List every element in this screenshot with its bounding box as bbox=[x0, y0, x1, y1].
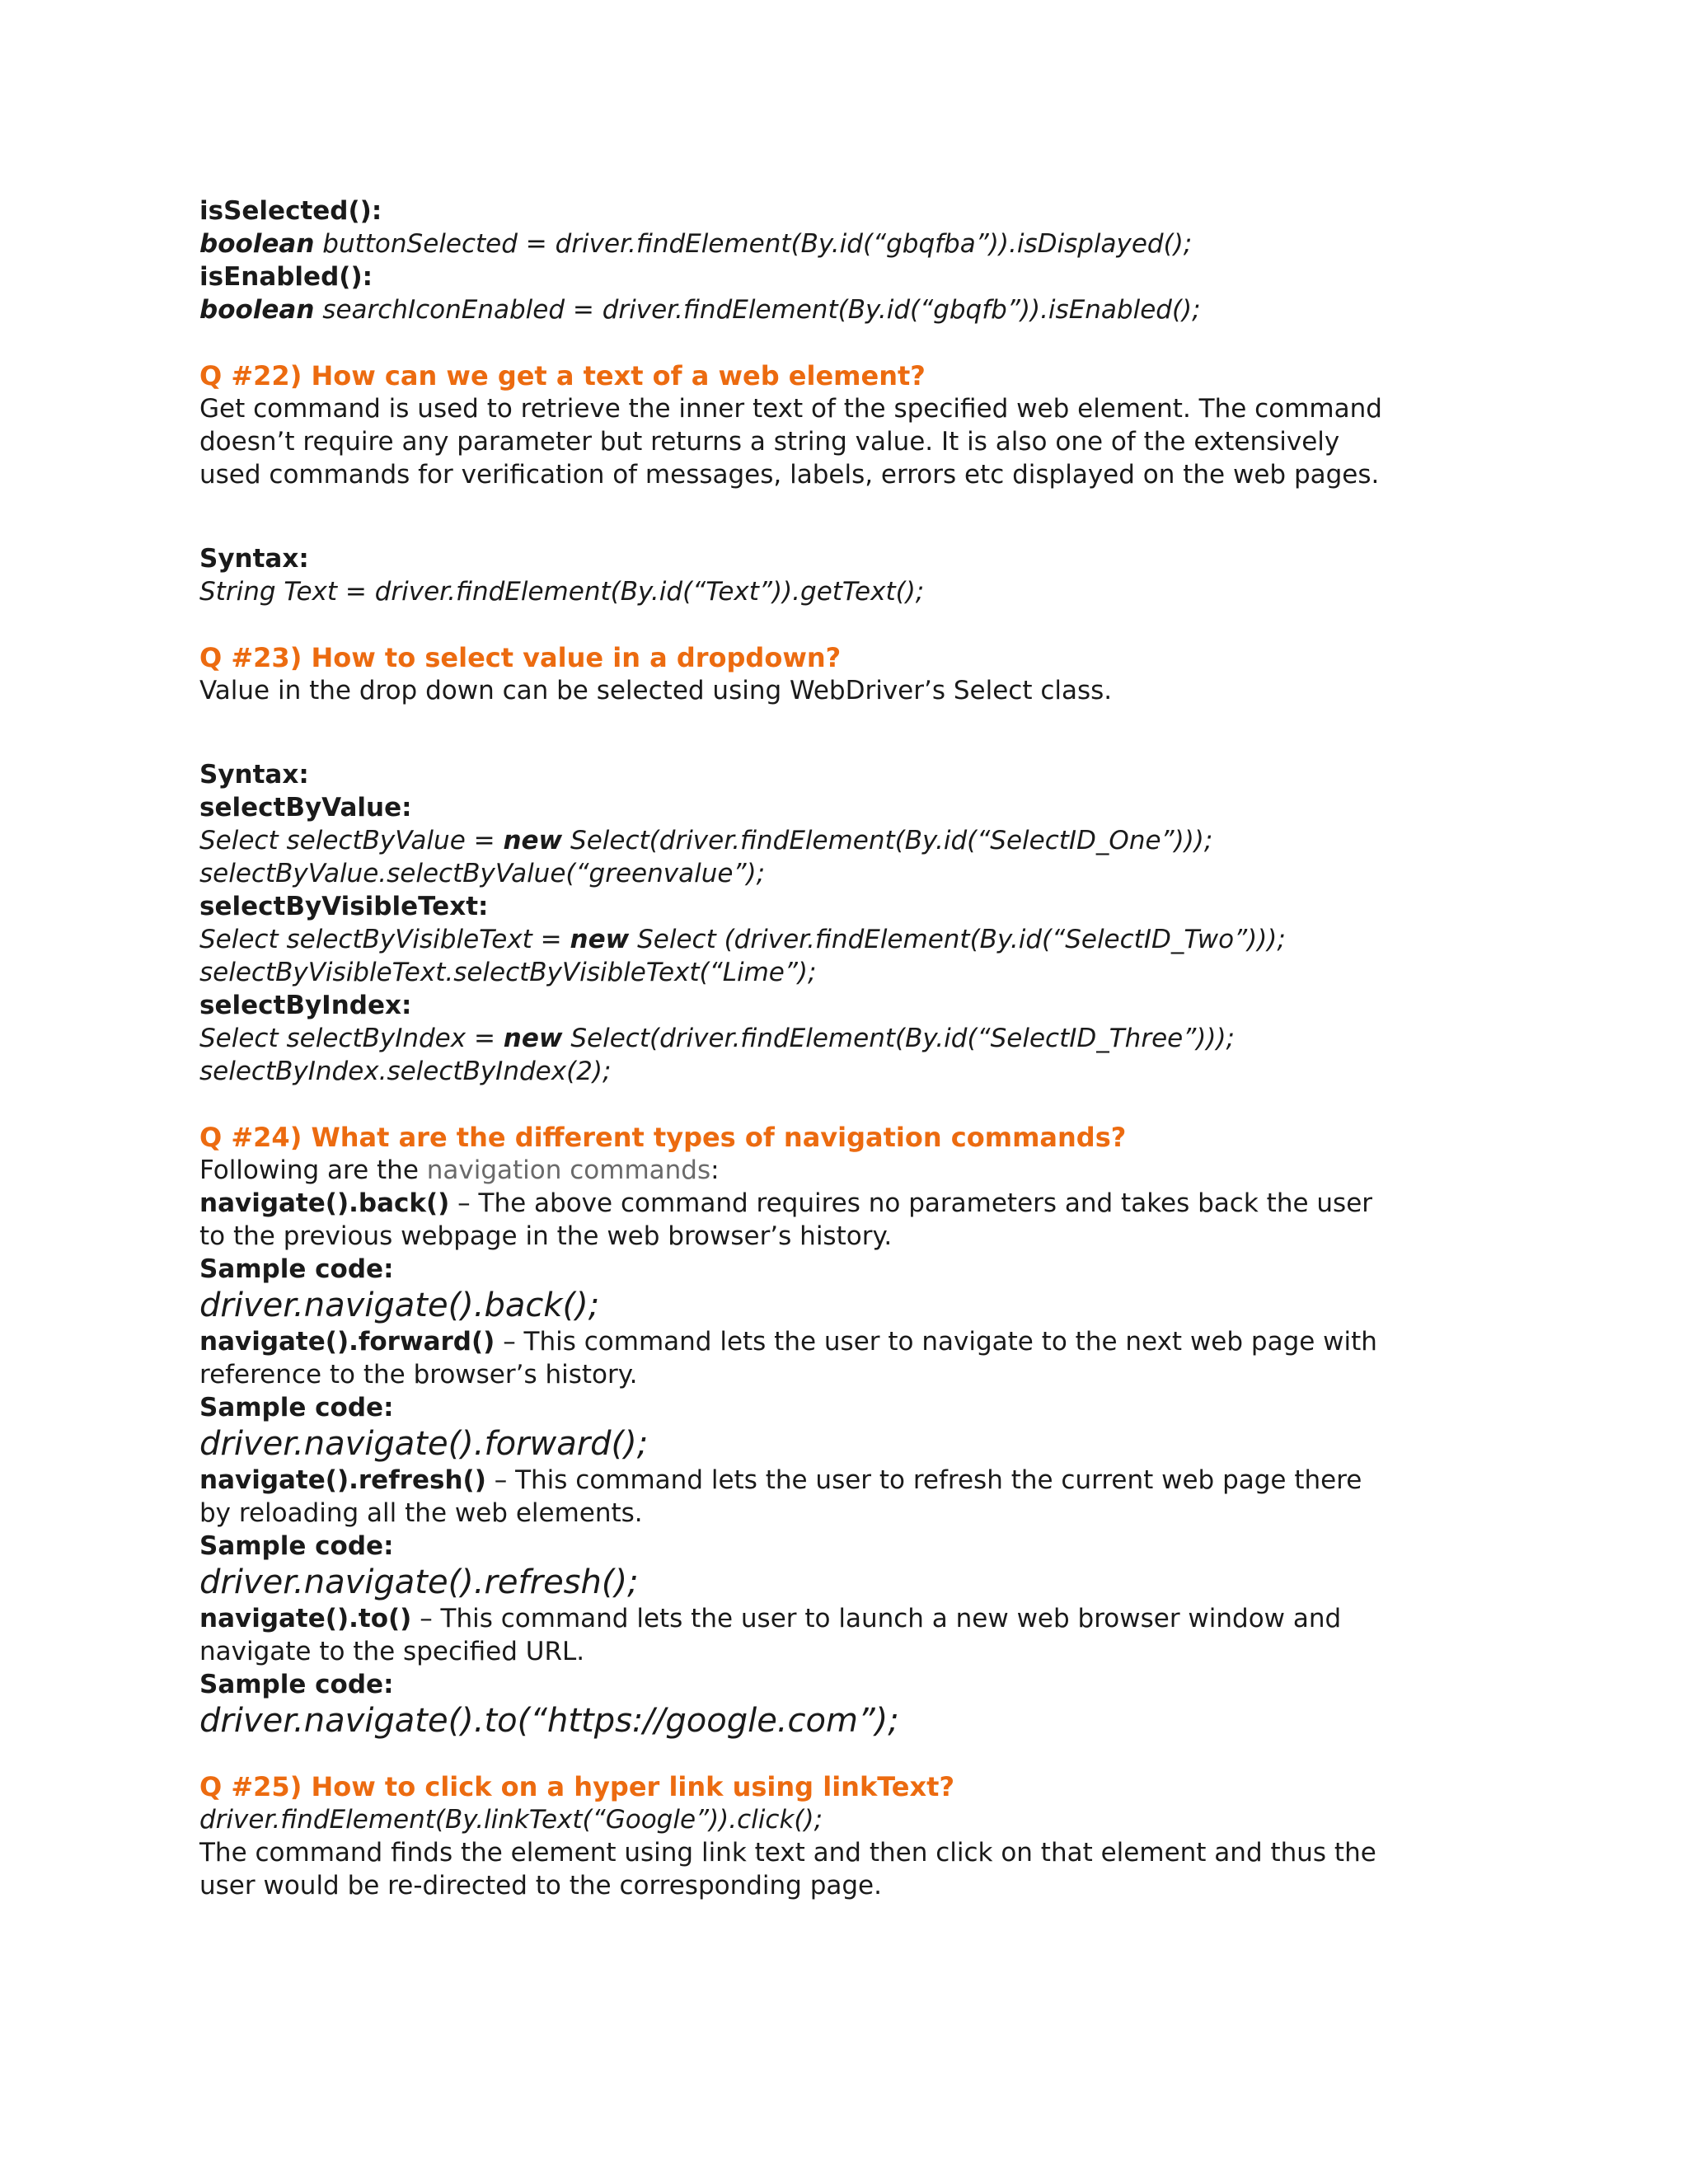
select-by-index-code bbox=[199, 1022, 1507, 1055]
boolean-keyword: boolean bbox=[199, 229, 315, 259]
q25-title: Q #25) How to click on a hyper link using linkText? bbox=[199, 1771, 954, 1802]
is-enabled-heading: isEnabled(): bbox=[199, 262, 373, 292]
q22-body-line: Get command is used to retrieve the inner text of the specified web element. The command bbox=[199, 394, 1382, 424]
q25-body-line: user would be re-directed to the corresponding page. bbox=[199, 1871, 882, 1900]
nav-refresh-command: navigate().refresh() bbox=[199, 1465, 486, 1495]
new-keyword: new bbox=[503, 1024, 563, 1053]
q25-body-line: The command finds the element using link text and then click on that element and thus the bbox=[199, 1838, 1376, 1868]
nav-to-desc-cont: navigate to the specified URL. bbox=[199, 1637, 585, 1666]
new-keyword: new bbox=[503, 826, 563, 855]
code-text: Select (driver.findElement(By.id(“SelectID_Two”))); bbox=[629, 925, 1286, 954]
sample-code-label: Sample code: bbox=[199, 1670, 394, 1699]
code-text: buttonSelected = driver.findElement(By.id(“gbqfba”)).isDisplayed(); bbox=[314, 229, 1193, 259]
sample-code-label: Sample code: bbox=[199, 1393, 394, 1422]
nav-back-sample: driver.navigate().back(); bbox=[199, 1286, 600, 1324]
nav-back-desc bbox=[199, 1187, 1507, 1220]
q22-syntax-code: String Text = driver.findElement(By.id(“Text”)).getText(); bbox=[199, 577, 925, 607]
code-text: Select selectByIndex = bbox=[199, 1024, 504, 1053]
q23-title: Q #23) How to select value in a dropdown? bbox=[199, 642, 842, 673]
select-by-visible-text-code bbox=[199, 923, 1507, 956]
nav-forward-command: navigate().forward() bbox=[199, 1327, 495, 1357]
desc-text: – This command lets the user to refresh the current web page there bbox=[485, 1465, 1362, 1495]
nav-refresh-desc-cont: by reloading all the web elements. bbox=[199, 1498, 643, 1528]
nav-forward-desc-cont: reference to the browser’s history. bbox=[199, 1360, 638, 1390]
code-text: Select selectByValue = bbox=[199, 826, 504, 855]
desc-text: – The above command requires no parameters and takes back the user bbox=[449, 1188, 1373, 1218]
q23-body: Value in the drop down can be selected using WebDriver’s Select class. bbox=[199, 676, 1113, 705]
is-selected-code bbox=[199, 227, 1507, 260]
nav-to-desc bbox=[199, 1602, 1507, 1635]
nav-back-command: navigate().back() bbox=[199, 1188, 450, 1218]
code-text: Select(driver.findElement(By.id(“SelectID_One”))); bbox=[562, 826, 1213, 855]
select-by-value-call: selectByValue.selectByValue(“greenvalue”); bbox=[199, 859, 766, 888]
code-text: Select selectByVisibleText = bbox=[199, 925, 570, 954]
q22-body-line: doesn’t require any parameter but returns a string value. It is also one of the extensively bbox=[199, 427, 1340, 457]
code-text: searchIconEnabled = driver.findElement(By.id(“gbqfb”)).isEnabled(); bbox=[314, 295, 1201, 325]
intro-text: Following are the bbox=[199, 1155, 427, 1185]
new-keyword: new bbox=[570, 925, 630, 954]
is-selected-heading: isSelected(): bbox=[199, 196, 382, 226]
select-by-index-heading: selectByIndex: bbox=[199, 991, 412, 1020]
navigation-commands-link[interactable]: navigation commands bbox=[426, 1155, 711, 1185]
nav-to-command: navigate().to() bbox=[199, 1604, 412, 1633]
q24-intro bbox=[199, 1154, 1507, 1187]
q22-title: Q #22) How can we get a text of a web element? bbox=[199, 360, 926, 391]
is-enabled-code bbox=[199, 293, 1507, 326]
intro-text: : bbox=[710, 1155, 720, 1185]
nav-forward-sample: driver.navigate().forward(); bbox=[199, 1425, 649, 1463]
nav-refresh-desc bbox=[199, 1464, 1507, 1497]
code-text: Select(driver.findElement(By.id(“SelectID_Three”))); bbox=[562, 1024, 1236, 1053]
select-by-value-code bbox=[199, 824, 1507, 857]
q24-title: Q #24) What are the different types of navigation commands? bbox=[199, 1122, 1127, 1153]
select-by-visible-text-heading: selectByVisibleText: bbox=[199, 892, 489, 921]
sample-code-label: Sample code: bbox=[199, 1531, 394, 1561]
sample-code-label: Sample code: bbox=[199, 1254, 394, 1284]
q22-syntax-label: Syntax: bbox=[199, 544, 309, 574]
select-by-index-call: selectByIndex.selectByIndex(2); bbox=[199, 1057, 612, 1086]
nav-to-sample: driver.navigate().to(“https://google.com”); bbox=[199, 1702, 899, 1740]
select-by-value-heading: selectByValue: bbox=[199, 793, 412, 823]
nav-back-desc-cont: to the previous webpage in the web browser’s history. bbox=[199, 1221, 893, 1251]
q23-syntax-label: Syntax: bbox=[199, 760, 309, 790]
select-by-visible-text-call: selectByVisibleText.selectByVisibleText(“Lime”); bbox=[199, 958, 817, 987]
boolean-keyword: boolean bbox=[199, 295, 315, 325]
q25-code: driver.findElement(By.linkText(“Google”)).click(); bbox=[199, 1805, 823, 1835]
nav-forward-desc bbox=[199, 1325, 1507, 1358]
nav-refresh-sample: driver.navigate().refresh(); bbox=[199, 1563, 639, 1601]
desc-text: – This command lets the user to navigate to the next web page with bbox=[495, 1327, 1377, 1357]
desc-text: – This command lets the user to launch a new web browser window and bbox=[411, 1604, 1342, 1633]
q22-body-line: used commands for verification of messages, labels, errors etc displayed on the web pages. bbox=[199, 460, 1380, 490]
